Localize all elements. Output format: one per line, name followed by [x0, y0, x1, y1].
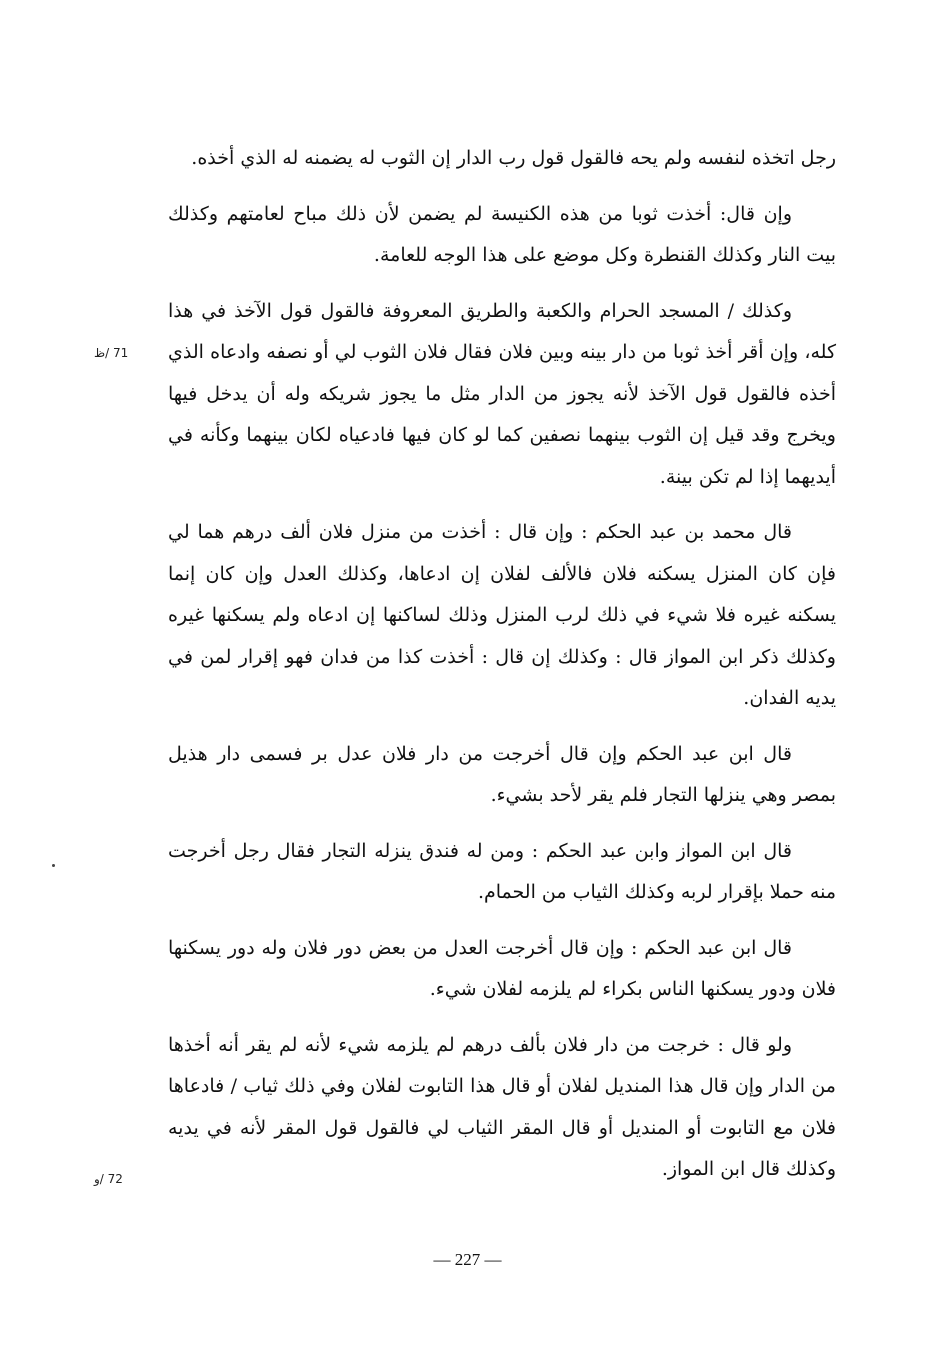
paragraph-7: قال ابن عبد الحكم : وإن قال أخرجت العدل من بعض دور فلان وله دور يسكنها فلان ودور يسكنها الناس بكراء لم يلزمه لفلان شيء. [168, 936, 836, 1000]
paragraph-5: قال ابن عبد الحكم وإن قال أخرجت من دار فلان عدل بر فسمى دار هذيل بمصر وهي ينزلها التجار فلم يقر لأحد بشيء. [168, 742, 836, 806]
margin-note-folio-71: 71 /ظ [94, 346, 129, 360]
paragraph-4: قال محمد بن عبد الحكم : وإن قال : أخذت من منزل فلان ألف درهم هما لي فإن كان المنزل يسكنه فلان فالألف لفلان إن ادعاها، وكذلك العدل وإن كان إنما يسكنه غيره فلا شيء في ذلك لرب المنزل وذلك لساكنها إن ادعاه ولم يسكنها غيره وكذلك ذكر ابن المواز قال : وكذلك إن قال : أخذت كذا من فدان فهو إقرار لمن في يديه الفدان. [168, 521, 836, 709]
page-number: — 227 — [433, 1250, 502, 1269]
paragraph-6: قال ابن المواز وابن عبد الحكم : ومن له فندق ينزله التجار فقال رجل أخرجت منه حملا بإقرار لربه وكذلك الثياب من الحمام. [168, 839, 836, 903]
body-text [168, 138, 836, 1205]
paragraph-3: وكذلك / المسجد الحرام والكعبة والطريق المعروفة فالقول قول الآخذ في هذا كله، وإن أقر أخذ ثوبا من دار بينه وبين فلان فقال فلان الثوب لي أو نصفه وادعاه الذي أخذه فالقول قول الآخذ لأنه يجوز من الدار مثل ما يجوز شريكه وله أن يدخل فيها ويخرج وقد قيل إن الثوب بينهما نصفين كما لو كان فيها فادعياه لكان بينهما وكأنه في أيديهما إذا لم تكن بينة. [168, 299, 836, 488]
paragraph-1: رجل اتخذه لنفسه ولم يحه فالقول قول رب الدار إن الثوب له يضمنه له الذي أخذه. [191, 147, 836, 169]
paragraph-2: وإن قال: أخذت ثوبا من هذه الكنيسة لم يضمن لأن ذلك مباح لعامتهم وكذلك بيت النار وكذلك القنطرة وكل موضع على هذا الوجه للعامة. [168, 202, 836, 266]
margin-note-folio-72: 72 /و [94, 1172, 123, 1186]
scan-speck [52, 864, 55, 867]
paragraph-8: ولو قال : خرجت من دار فلان بألف درهم لم يلزمه شيء لأنه لم يقر أنه أخذها من الدار وإن قال هذا المنديل لفلان أو قال هذا التابوت لفلان وفي ذلك ثياب / فادعاها فلان مع التابوت أو المنديل أو قال المقر الثياب لي فالقول قول المقر لأنه في يديه وكذلك قال ابن المواز. [168, 1033, 836, 1180]
